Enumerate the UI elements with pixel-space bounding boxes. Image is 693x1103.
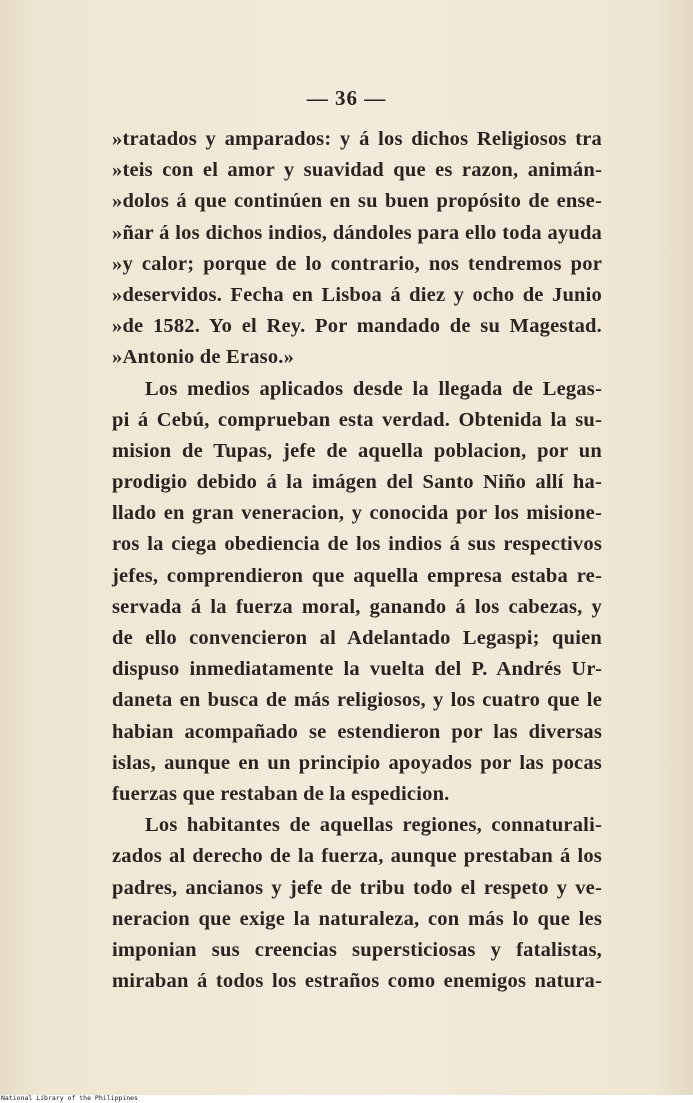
text-line: »de 1582. Yo el Rey. Por mandado de su Magestad. xyxy=(112,315,602,338)
text-line: islas, aunque en un principio apoyados por las pocas xyxy=(112,751,602,774)
text-line: imponian sus creencias supersticiosas y fatalistas, xyxy=(112,938,602,961)
text-line: »dolos á que continúen en su buen propósito de ense- xyxy=(112,190,602,213)
footer-bar xyxy=(0,1095,693,1103)
text-line: servada á la fuerza moral, ganando á los cabezas, y xyxy=(112,595,602,618)
text-line: neracion que exige la naturaleza, con más lo que les xyxy=(112,907,602,930)
text-line: habian acompañado se estendieron por las diversas xyxy=(112,720,602,743)
text-line: padres, ancianos y jefe de tribu todo el respeto y ve- xyxy=(112,876,602,899)
footer-credit: National Library of the Philippines xyxy=(1,1094,138,1102)
text-line: »tratados y amparados: y á los dichos Religiosos tra xyxy=(112,128,602,150)
text-line: ros la ciega obediencia de los indios á sus respectivos xyxy=(112,533,602,556)
text-line: »teis con el amor y suavidad que es razon, animán- xyxy=(112,159,602,182)
text-line: »deservidos. Fecha en Lisboa á diez y ocho de Junio xyxy=(112,283,602,306)
text-line: »y calor; porque de lo contrario, nos tendremos por xyxy=(112,252,602,275)
text-line: zados al derecho de la fuerza, aunque prestaban á los xyxy=(112,845,602,868)
text-line: prodigio debido á la imágen del Santo Niño allí ha- xyxy=(112,471,602,494)
body-text xyxy=(112,124,602,997)
text-line: jefes, comprendieron que aquella empresa estaba re- xyxy=(112,564,602,587)
text-line: »Antonio de Eraso.» xyxy=(112,346,295,369)
text-line: fuerzas que restaban de la espedicion. xyxy=(112,782,450,805)
text-line: dispuso inmediatamente la vuelta del P. Andrés Ur- xyxy=(112,658,602,681)
text-line: daneta en busca de más religiosos, y los cuatro que le xyxy=(112,689,602,712)
text-line: de ello convencieron al Adelantado Legaspi; quien xyxy=(112,627,602,649)
text-line: llado en gran veneracion, y conocida por los misione- xyxy=(112,502,602,525)
text-line: »ñar á los dichos indios, dándoles para ello toda ayuda xyxy=(112,221,602,244)
text-line: miraban á todos los estraños como enemigos natura- xyxy=(112,970,602,993)
text-line: pi á Cebú, comprueban esta verdad. Obtenida la su- xyxy=(112,408,602,431)
text-line: Los medios aplicados desde la llegada de Legas- xyxy=(145,377,602,400)
text-line: mision de Tupas, jefe de aquella poblacion, por un xyxy=(112,439,602,462)
text-line: Los habitantes de aquellas regiones, connaturali- xyxy=(145,814,602,837)
page-number: — 36 — xyxy=(306,86,387,110)
